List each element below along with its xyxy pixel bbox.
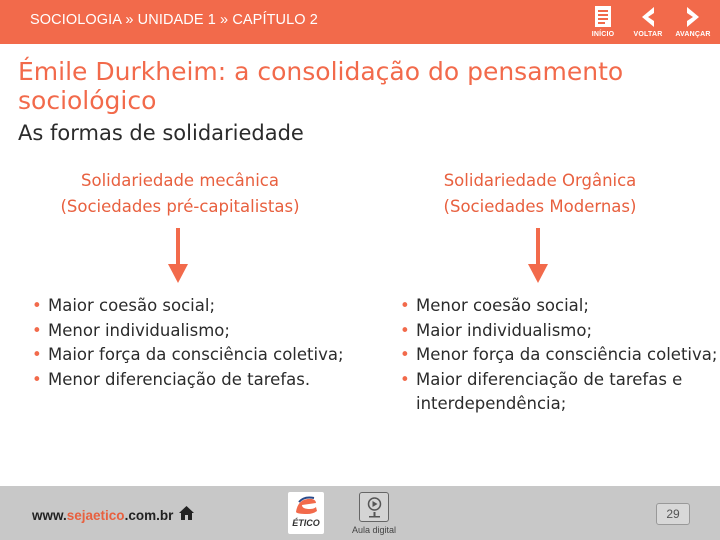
aula-digital-label: Aula digital <box>351 525 397 535</box>
heading-line: Solidariedade Orgânica <box>443 171 637 190</box>
etico-logo <box>288 492 324 534</box>
list-item: • Menor coesão social; <box>398 294 718 319</box>
list-item: • Menor força da consciência coletiva; <box>398 343 718 368</box>
heading-line: (Sociedades pré-capitalistas) <box>60 197 300 216</box>
organic-solidarity-heading <box>380 168 700 220</box>
heading-line: (Sociedades Modernas) <box>443 197 637 216</box>
url-highlight: sejaetico <box>66 508 125 523</box>
forward-label: AVANÇAR <box>675 31 711 38</box>
logo-text: ÉTICO <box>292 518 320 528</box>
list-item: • Maior coesão social; <box>30 294 360 319</box>
home-icon[interactable] <box>178 505 195 521</box>
list-item: • Maior força da consciência coletiva; <box>30 343 360 368</box>
slide-title: Émile Durkheim: a consolidação do pensamento sociológico <box>18 57 624 115</box>
back-button[interactable] <box>625 4 671 42</box>
document-icon <box>580 4 626 30</box>
back-label: VOLTAR <box>633 31 663 38</box>
down-arrow-icon <box>168 228 188 284</box>
down-arrow-icon <box>528 228 548 284</box>
header-bar <box>0 0 720 44</box>
home-label: INÍCIO <box>591 31 615 38</box>
url-prefix: www. <box>32 508 67 523</box>
page-number: 29 <box>656 503 690 525</box>
forward-button[interactable] <box>670 4 716 42</box>
mechanical-solidarity-heading <box>20 168 340 220</box>
mechanical-solidarity-list <box>30 294 360 392</box>
home-button[interactable] <box>580 4 626 42</box>
arrow-right-icon <box>670 4 716 30</box>
heading-line: Solidariedade mecânica <box>81 171 279 190</box>
list-item: • Menor diferenciação de tarefas. <box>30 368 360 393</box>
list-item: • Maior individualismo; <box>398 319 718 344</box>
list-item: • Menor individualismo; <box>30 319 360 344</box>
play-icon <box>359 492 389 522</box>
aula-digital-button[interactable] <box>348 490 400 538</box>
etico-logo-mark <box>288 492 324 518</box>
list-item: • Maior diferenciação de tarefas e interdependência; <box>398 368 718 417</box>
slide-subtitle: As formas de solidariedade <box>18 121 304 145</box>
url-suffix: .com.br <box>124 508 174 523</box>
breadcrumb: SOCIOLOGIA » UNIDADE 1 » CAPÍTULO 2 <box>30 12 318 28</box>
organic-solidarity-list <box>398 294 718 417</box>
arrow-left-icon <box>625 4 671 30</box>
website-link[interactable] <box>32 508 173 523</box>
